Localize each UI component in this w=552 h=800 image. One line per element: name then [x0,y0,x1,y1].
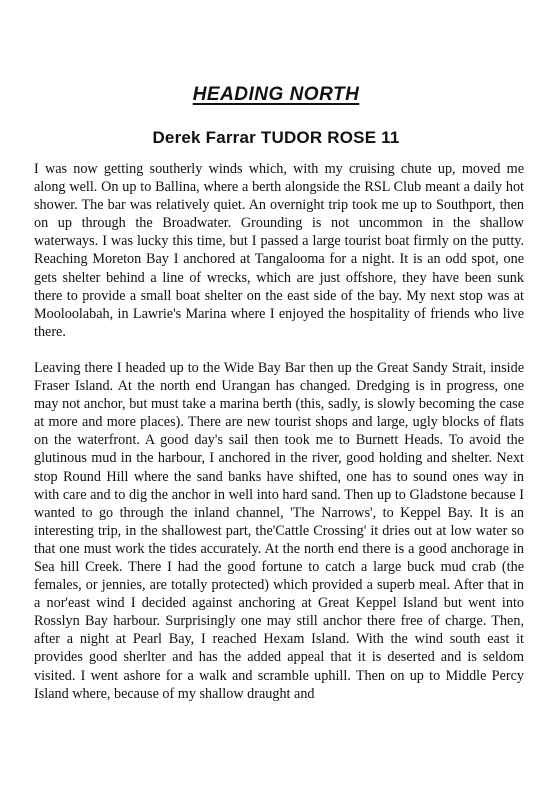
article-body [34,160,524,703]
article-byline: Derek Farrar TUDOR ROSE 11 [152,128,400,147]
article-paragraph-1: I was now getting southerly winds which, with my cruising chute up, moved me along well. On up to Ballina, where a berth alongside the RSL Club meant a daily hot shower. The bar was relatively quiet. An overnight trip took me up to Southport, then on up through the Broadwater. Grounding is not uncommon in the shallow waterways. I was lucky this time, but I passed a large tourist boat firmly on the putty. Reaching Moreton Bay I anchored at Tangalooma for a night. It is an odd spot, one gets shelter behind a line of wrecks, which are just offshore, they have been sunk there to provide a small boat shelter on the east side of the bay. My next stop was at Mooloolabah, in Lawrie's Marina where I enjoyed the hospitality of friends who live there. [34,161,524,340]
article-heading: HEADING NORTH [192,84,360,105]
article-paragraph-2: Leaving there I headed up to the Wide Bay Bar then up the Great Sandy Strait, inside Fraser Island. At the north end Urangan has changed. Dredging is in progress, one may not anchor, but must take a marina berth (this, sadly, is slowly becoming the case at more and more places). There are new tourist shops and large, ugly blocks of flats on the waterfront. A good day's sail then took me to Burnett Heads. To avoid the glutinous mud in the harbour, I anchored in the river, good holding and shelter. Next stop Round Hill where the sand banks have shifted, one has to sound ones way in with care and to dig the anchor in well into hard sand. Then up to Gladstone because I wanted to go through the inland channel, 'The Narrows', to Keppel Bay. It is an interesting trip, in the shallowest part, the'Cattle Crossing' it dries out at low water so that one must work the tides accurately. At the north end there is a good anchorage in Sea hill Creek. There I had the good fortune to catch a large buck mud crab (the females, or jennies, are totally protected) which provided a superb meal. After that in a nor'east wind I decided against anchoring at Great Keppel Island but went into Rosslyn Bay harbour. Surprisingly one may still anchor there free of charge. Then, after a night at Pearl Bay, I reached Hexam Island. With the wind south east it provides good sherlter and has the added appeal that it is deserted and is seldom visited. I went ashore for a walk and scramble uphill. Then on up to Middle Percy Island where, because of my shallow draught and [34,359,524,702]
